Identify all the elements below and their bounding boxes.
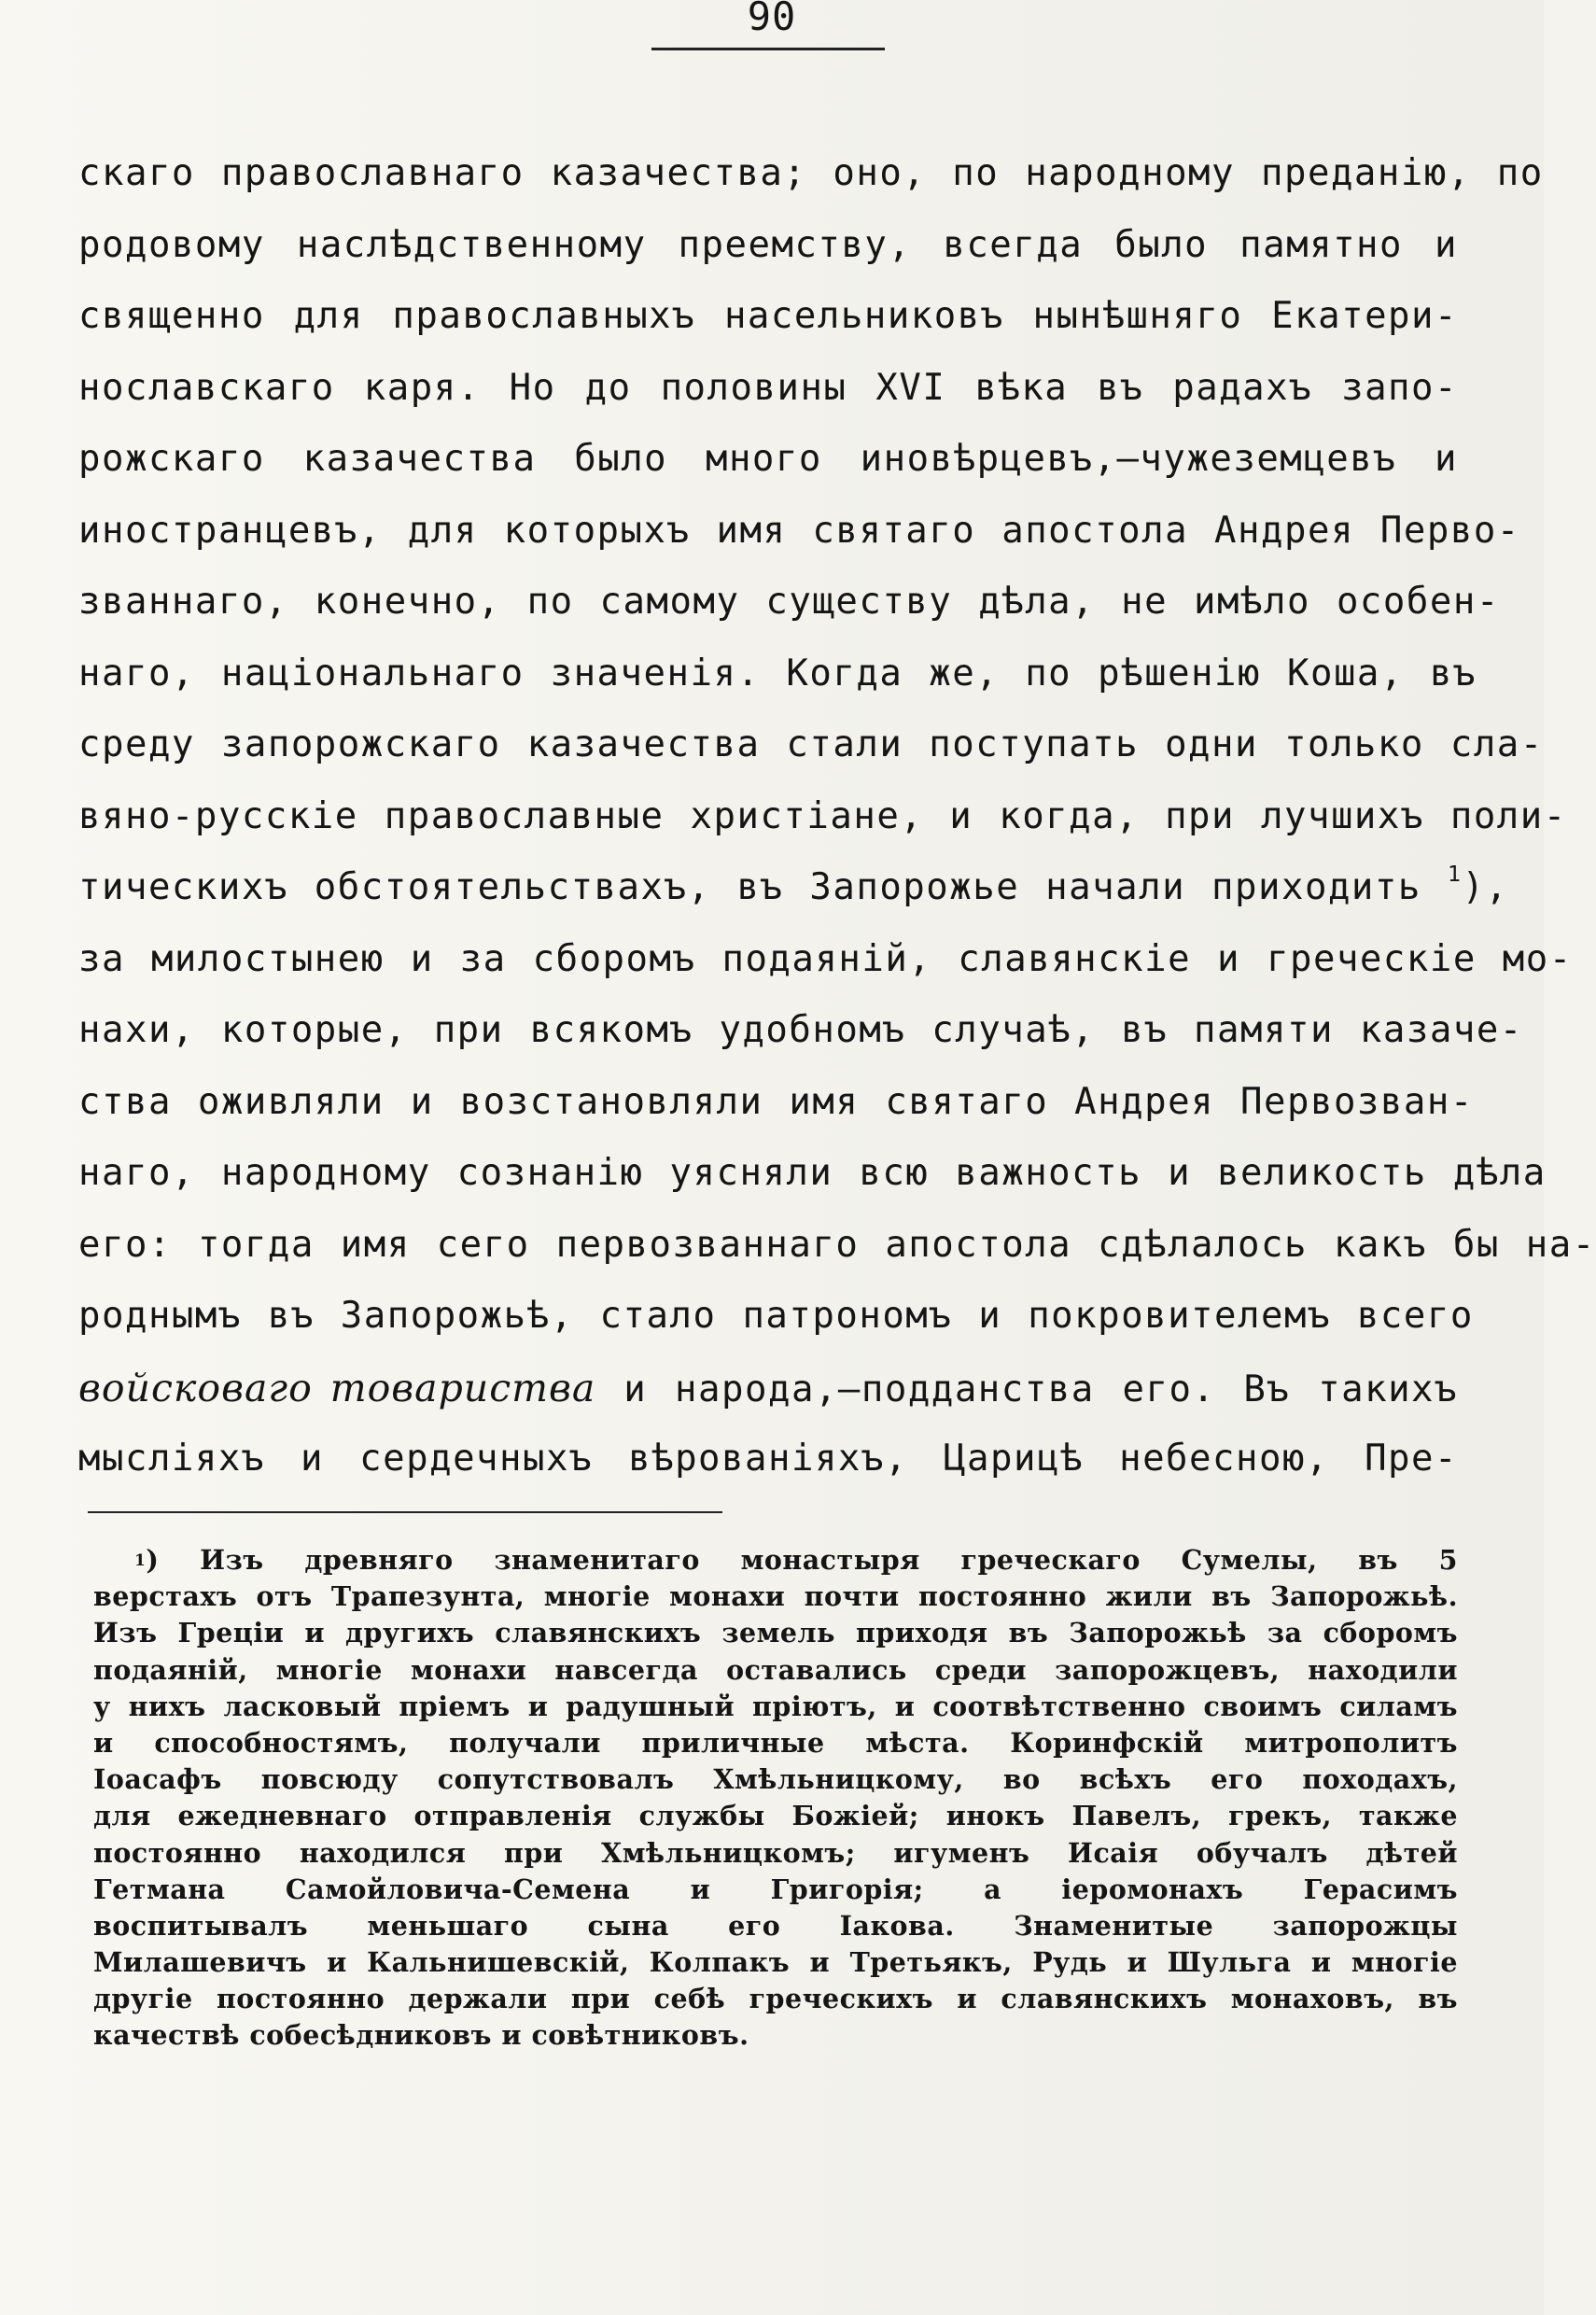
footnote-marker: 1: [134, 1551, 147, 1570]
footnote-rule: [88, 1511, 722, 1513]
footnote-line: Изъ Греціи и другихъ славянскихъ земель приходя въ Запорожьѣ за сборомъ: [93, 1617, 1458, 1649]
text-line: вяно-русскіе православные христіане, и когда, при лучшихъ поли-: [78, 794, 1567, 837]
text-line: священно для православныхъ насельниковъ нынѣшняго Екатери-: [78, 295, 1458, 337]
text-line: ства оживляли и возстановляли имя святаго Андрея Первозван-: [78, 1080, 1474, 1123]
footnote-reference[interactable]: 1: [1447, 861, 1463, 887]
footnote-line: верстахъ отъ Трапезунта, многіе монахи почти постоянно жили въ Запорожьѣ.: [93, 1580, 1458, 1613]
text-line: иностранцевъ, для которыхъ имя святаго апостола Андрея Перво-: [78, 509, 1520, 552]
footnote-text: Изъ древняго знаменитаго монастыря греческаго Сумелы, въ 5: [200, 1544, 1458, 1576]
footnote-line: подаяній, многіе монахи навсегда оставались среди запорожцевъ, находили: [93, 1653, 1458, 1686]
text-line-segment: и народа,—подданства его. Въ такихъ: [623, 1368, 1459, 1410]
footnote-marker-paren: ): [146, 1544, 160, 1576]
footnote-line: у нихъ ласковый пріемъ и радушный пріютъ, и соотвѣтственно своимъ силамъ: [93, 1690, 1458, 1722]
footnote-line: Гетмана Самойловича-Семена и Григорія; а іеромонахъ Герасимъ: [93, 1873, 1458, 1905]
footnote-line: воспитывалъ меньшаго сына его Іакова. Знаменитые запорожцы: [93, 1909, 1458, 1942]
text-line: скаго православнаго казачества; оно, по народному преданію, по: [78, 152, 1544, 194]
text-line: наго, національнаго значенія. Когда же, по рѣшенію Коша, въ: [78, 652, 1477, 694]
text-line: рожскаго казачества было много иновѣрцевъ,—чужеземцевъ и: [78, 438, 1458, 480]
footnote-line: постоянно находился при Хмѣльницкомъ; игуменъ Исаія обучалъ дѣтей: [93, 1836, 1458, 1869]
main-text: [78, 138, 1596, 1495]
text-line-with-italic: [78, 1353, 1458, 1424]
text-line: за милостынею и за сборомъ подаяній, славянскіе и греческіе мо-: [78, 937, 1573, 980]
footnote: [93, 1542, 1458, 2055]
footnote-line: и способностямъ, получали приличные мѣста. Коринфскій митрополитъ: [93, 1726, 1458, 1759]
footnote-line: Милашевичъ и Кальнишевскій, Колпакъ и Третьякъ, Рудь и Шульга и многіе: [93, 1946, 1458, 1979]
text-line: наго, народному сознанію уясняли всю важность и великость дѣла: [78, 1152, 1547, 1194]
footnote-line: [93, 1542, 1458, 1578]
page-number: 90: [747, 0, 797, 39]
text-line-segment: тическихъ обстоятельствахъ, въ Запорожье начали приходить: [78, 866, 1421, 908]
footnote-reference-paren: ): [1462, 866, 1486, 908]
text-line: родовому наслѣдственному преемству, всегда было памятно и: [78, 223, 1458, 266]
text-line: роднымъ въ Запорожьѣ, стало патрономъ и покровителемъ всего: [78, 1295, 1474, 1337]
footnote-line: качествѣ собесѣдниковъ и совѣтниковъ.: [93, 2019, 749, 2052]
italic-phrase: войсковаго товариства: [78, 1365, 596, 1410]
text-line: мысліяхъ и сердечныхъ вѣрованіяхъ, Царицѣ небесною, Пре-: [78, 1438, 1458, 1480]
header-rule: [651, 48, 885, 50]
text-line: нославскаго каря. Но до половины XVI вѣка въ радахъ запо-: [78, 366, 1458, 409]
text-line: нахи, которые, при всякомъ удобномъ случаѣ, въ памяти казаче-: [78, 1009, 1523, 1051]
footnote-line: другіе постоянно держали при себѣ греческихъ и славянскихъ монаховъ, въ: [93, 1983, 1458, 2015]
footnote-reference-comma: ,: [1485, 866, 1509, 908]
text-line: среду запорожскаго казачества стали поступать одни только сла-: [78, 723, 1544, 765]
footnote-line: для ежедневнаго отправленія службы Божіей; инокъ Павелъ, грекъ, также: [93, 1800, 1458, 1832]
text-line: званнаго, конечно, по самому существу дѣла, не имѣло особен-: [78, 581, 1500, 623]
footnote-line: Іоасафъ повсюду сопутствовалъ Хмѣльницкому, во всѣхъ его походахъ,: [93, 1763, 1458, 1796]
text-line: его: тогда имя сего первозваннаго апостола сдѣлалось какъ бы на-: [78, 1223, 1596, 1266]
text-line-with-footnote: [78, 852, 1509, 924]
